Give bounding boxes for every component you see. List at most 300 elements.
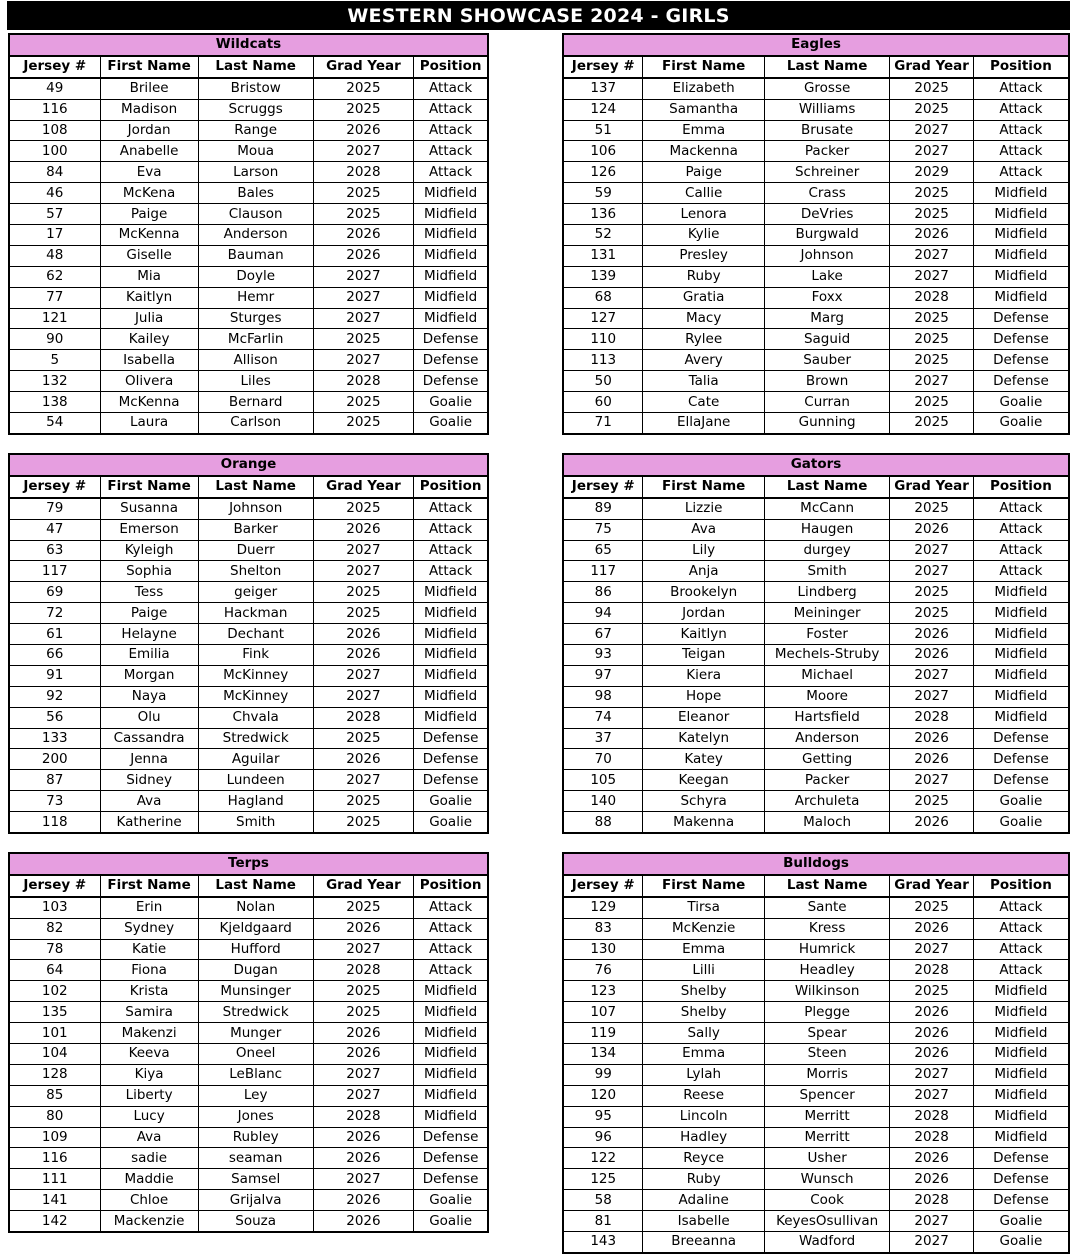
table-cell: Goalie <box>973 1211 1069 1232</box>
table-cell: Midfield <box>414 645 488 666</box>
table-cell: Midfield <box>973 665 1069 686</box>
table-cell: 2025 <box>313 329 414 350</box>
table-cell: 2026 <box>890 1169 973 1190</box>
table-cell: Lenora <box>643 204 764 225</box>
table-row <box>9 1106 488 1127</box>
table-cell: 74 <box>563 707 643 728</box>
table-cell: Midfield <box>414 603 488 624</box>
table-row <box>9 350 488 371</box>
table-cell: 2026 <box>890 645 973 666</box>
table-cell: 2028 <box>313 1106 414 1127</box>
table-row <box>9 1064 488 1085</box>
table-row <box>9 204 488 225</box>
table-cell: 2025 <box>890 329 973 350</box>
table-cell: Paige <box>100 204 198 225</box>
table-cell: 2027 <box>313 1085 414 1106</box>
column-header: Grad Year <box>313 476 414 498</box>
table-cell: Haugen <box>764 519 889 540</box>
table-cell: 132 <box>9 371 100 392</box>
table-cell: 2025 <box>890 413 973 434</box>
table-cell: Bales <box>198 183 313 204</box>
table-cell: Goalie <box>973 1232 1069 1253</box>
table-row <box>9 371 488 392</box>
table-cell: DeVries <box>764 204 889 225</box>
table-cell: Attack <box>973 519 1069 540</box>
team-table-eagles <box>562 33 1070 435</box>
table-cell: Allison <box>198 350 313 371</box>
table-cell: 57 <box>9 204 100 225</box>
table-cell: Defense <box>973 350 1069 371</box>
table-cell: Lily <box>643 540 764 561</box>
table-cell: 84 <box>9 162 100 183</box>
table-cell: 89 <box>563 498 643 519</box>
table-cell: 98 <box>563 686 643 707</box>
table-cell: Goalie <box>414 413 488 434</box>
table-row <box>9 120 488 141</box>
table-cell: 121 <box>9 308 100 329</box>
table-cell: Midfield <box>973 245 1069 266</box>
table-cell: 2026 <box>890 1023 973 1044</box>
table-cell: 125 <box>563 1169 643 1190</box>
table-cell: 2027 <box>890 1085 973 1106</box>
table-cell: Midfield <box>973 645 1069 666</box>
table-row <box>9 245 488 266</box>
table-cell: Bernard <box>198 392 313 413</box>
table-cell: 119 <box>563 1023 643 1044</box>
table-cell: Helayne <box>100 624 198 645</box>
table-cell: Teigan <box>643 645 764 666</box>
table-cell: Gunning <box>764 413 889 434</box>
table-row <box>9 707 488 728</box>
table-cell: Brusate <box>764 120 889 141</box>
table-cell: Range <box>198 120 313 141</box>
table-cell: Ava <box>100 791 198 812</box>
roster-table <box>8 33 489 435</box>
table-cell: Laura <box>100 413 198 434</box>
table-row <box>9 498 488 519</box>
table-cell: Tirsa <box>643 897 764 918</box>
table-row <box>9 582 488 603</box>
table-cell: 2028 <box>313 162 414 183</box>
table-row <box>563 266 1069 287</box>
table-row <box>9 1044 488 1065</box>
table-cell: 70 <box>563 749 643 770</box>
table-cell: Callie <box>643 183 764 204</box>
table-cell: 2027 <box>890 540 973 561</box>
table-cell: 124 <box>563 99 643 120</box>
table-cell: Susanna <box>100 498 198 519</box>
table-cell: 135 <box>9 1002 100 1023</box>
table-cell: 105 <box>563 770 643 791</box>
table-cell: Defense <box>973 1169 1069 1190</box>
table-cell: 200 <box>9 749 100 770</box>
table-cell: 71 <box>563 413 643 434</box>
table-cell: 2026 <box>313 1148 414 1169</box>
table-cell: Brilee <box>100 78 198 99</box>
table-cell: 60 <box>563 392 643 413</box>
table-cell: Nolan <box>198 897 313 918</box>
table-cell: geiger <box>198 582 313 603</box>
table-row <box>563 287 1069 308</box>
table-row <box>563 204 1069 225</box>
table-cell: Samira <box>100 1002 198 1023</box>
table-cell: durgey <box>764 540 889 561</box>
table-cell: McFarlin <box>198 329 313 350</box>
table-cell: Fink <box>198 645 313 666</box>
table-cell: 2027 <box>890 939 973 960</box>
table-row <box>563 749 1069 770</box>
team-name: Wildcats <box>9 34 488 56</box>
table-row <box>9 225 488 246</box>
table-cell: 2025 <box>313 392 414 413</box>
table-cell: 116 <box>9 99 100 120</box>
table-cell: 2025 <box>890 981 973 1002</box>
table-cell: 87 <box>9 770 100 791</box>
table-row <box>563 308 1069 329</box>
table-cell: Shelton <box>198 561 313 582</box>
table-cell: Midfield <box>414 245 488 266</box>
column-header: First Name <box>100 476 198 498</box>
table-row <box>9 686 488 707</box>
table-cell: 81 <box>563 1211 643 1232</box>
table-cell: 130 <box>563 939 643 960</box>
table-row <box>563 624 1069 645</box>
table-cell: Paige <box>100 603 198 624</box>
table-cell: 2027 <box>890 1064 973 1085</box>
team-table-gators <box>562 453 1070 834</box>
table-cell: Defense <box>414 371 488 392</box>
table-cell: 97 <box>563 665 643 686</box>
table-cell: 2027 <box>313 287 414 308</box>
table-cell: 117 <box>563 561 643 582</box>
table-row <box>9 141 488 162</box>
table-row <box>563 1044 1069 1065</box>
table-cell: 2027 <box>313 686 414 707</box>
table-cell: Midfield <box>973 1002 1069 1023</box>
table-cell: Foster <box>764 624 889 645</box>
table-cell: 2026 <box>890 1044 973 1065</box>
table-cell: McKinney <box>198 686 313 707</box>
table-cell: 111 <box>9 1169 100 1190</box>
table-row <box>9 99 488 120</box>
table-cell: Michael <box>764 665 889 686</box>
table-cell: Goalie <box>973 812 1069 833</box>
table-cell: Attack <box>973 918 1069 939</box>
column-header: Last Name <box>764 56 889 78</box>
table-cell: 2025 <box>313 413 414 434</box>
table-cell: 52 <box>563 225 643 246</box>
table-cell: Attack <box>414 519 488 540</box>
table-cell: 2026 <box>313 1190 414 1211</box>
column-header: Last Name <box>764 476 889 498</box>
table-cell: Defense <box>414 329 488 350</box>
table-cell: 126 <box>563 162 643 183</box>
table-cell: 120 <box>563 1085 643 1106</box>
table-cell: Lizzie <box>643 498 764 519</box>
table-cell: Meininger <box>764 603 889 624</box>
table-cell: seaman <box>198 1148 313 1169</box>
table-cell: 2025 <box>890 603 973 624</box>
roster-table <box>562 453 1070 834</box>
table-cell: 133 <box>9 728 100 749</box>
table-cell: Cate <box>643 392 764 413</box>
table-cell: Plegge <box>764 1002 889 1023</box>
table-cell: Kiya <box>100 1064 198 1085</box>
table-cell: 51 <box>563 120 643 141</box>
table-cell: Lilli <box>643 960 764 981</box>
table-row <box>9 624 488 645</box>
table-cell: Breeanna <box>643 1232 764 1253</box>
table-cell: 83 <box>563 918 643 939</box>
table-cell: 2028 <box>313 371 414 392</box>
table-cell: Munsinger <box>198 981 313 1002</box>
table-cell: Midfield <box>973 582 1069 603</box>
table-cell: Olivera <box>100 371 198 392</box>
table-cell: 2027 <box>313 939 414 960</box>
column-header: Jersey # <box>563 56 643 78</box>
table-cell: 107 <box>563 1002 643 1023</box>
table-cell: 48 <box>9 245 100 266</box>
table-cell: 2026 <box>890 1148 973 1169</box>
roster-table <box>8 453 489 834</box>
table-cell: Foxx <box>764 287 889 308</box>
table-cell: Spear <box>764 1023 889 1044</box>
column-header: Grad Year <box>313 875 414 897</box>
table-cell: Carlson <box>198 413 313 434</box>
table-row <box>9 413 488 434</box>
table-row <box>9 308 488 329</box>
table-cell: 2027 <box>890 141 973 162</box>
table-cell: Katie <box>100 939 198 960</box>
table-row <box>9 812 488 833</box>
table-cell: Defense <box>414 770 488 791</box>
table-cell: 128 <box>9 1064 100 1085</box>
table-cell: 90 <box>9 329 100 350</box>
table-cell: Kaitlyn <box>643 624 764 645</box>
table-cell: Anderson <box>198 225 313 246</box>
table-row <box>563 1232 1069 1253</box>
column-header: Jersey # <box>563 875 643 897</box>
table-cell: Goalie <box>414 1211 488 1232</box>
table-cell: Defense <box>973 1148 1069 1169</box>
column-header: First Name <box>643 875 764 897</box>
table-cell: Shelby <box>643 981 764 1002</box>
table-cell: Merritt <box>764 1127 889 1148</box>
table-cell: 65 <box>563 540 643 561</box>
table-cell: 17 <box>9 225 100 246</box>
table-cell: Samantha <box>643 99 764 120</box>
table-cell: Midfield <box>973 1085 1069 1106</box>
table-cell: Sally <box>643 1023 764 1044</box>
table-cell: 2027 <box>313 350 414 371</box>
table-row <box>9 561 488 582</box>
table-cell: 99 <box>563 1064 643 1085</box>
table-cell: 143 <box>563 1232 643 1253</box>
column-header: Last Name <box>198 875 313 897</box>
team-name: Gators <box>563 454 1069 476</box>
table-cell: Liles <box>198 371 313 392</box>
table-cell: 2026 <box>313 918 414 939</box>
table-row <box>9 266 488 287</box>
table-cell: Johnson <box>764 245 889 266</box>
column-header: Position <box>973 56 1069 78</box>
table-cell: 2025 <box>313 897 414 918</box>
table-cell: Munger <box>198 1023 313 1044</box>
table-cell: Midfield <box>414 225 488 246</box>
table-cell: Midfield <box>973 1044 1069 1065</box>
table-cell: Kaitlyn <box>100 287 198 308</box>
table-row <box>563 1064 1069 1085</box>
table-cell: Anja <box>643 561 764 582</box>
table-cell: 59 <box>563 183 643 204</box>
table-cell: Attack <box>973 78 1069 99</box>
table-cell: Bauman <box>198 245 313 266</box>
table-cell: Krista <box>100 981 198 1002</box>
table-cell: 117 <box>9 561 100 582</box>
table-cell: Larson <box>198 162 313 183</box>
table-cell: 2026 <box>313 1044 414 1065</box>
table-row <box>563 1106 1069 1127</box>
table-row <box>563 1169 1069 1190</box>
table-cell: Goalie <box>973 791 1069 812</box>
table-cell: McKena <box>100 183 198 204</box>
table-cell: Midfield <box>414 665 488 686</box>
table-cell: 2025 <box>890 582 973 603</box>
team-table-wildcats <box>8 33 489 435</box>
table-cell: Stredwick <box>198 728 313 749</box>
table-cell: 64 <box>9 960 100 981</box>
table-row <box>9 1148 488 1169</box>
table-cell: Oneel <box>198 1044 313 1065</box>
table-row <box>9 519 488 540</box>
table-cell: 66 <box>9 645 100 666</box>
table-row <box>563 1023 1069 1044</box>
table-cell: Kjeldgaard <box>198 918 313 939</box>
table-row <box>9 1002 488 1023</box>
table-cell: 2025 <box>313 183 414 204</box>
table-cell: Spencer <box>764 1085 889 1106</box>
table-cell: 2025 <box>313 78 414 99</box>
table-cell: Attack <box>414 162 488 183</box>
table-cell: Defense <box>973 308 1069 329</box>
table-cell: 2025 <box>313 981 414 1002</box>
column-header: Position <box>973 476 1069 498</box>
table-cell: 86 <box>563 582 643 603</box>
table-cell: Curran <box>764 392 889 413</box>
table-cell: 106 <box>563 141 643 162</box>
table-cell: 2026 <box>313 245 414 266</box>
table-cell: 2025 <box>313 204 414 225</box>
table-cell: 2025 <box>890 308 973 329</box>
table-cell: 2027 <box>890 1211 973 1232</box>
table-row <box>563 728 1069 749</box>
table-cell: 2027 <box>890 245 973 266</box>
table-cell: 2025 <box>313 99 414 120</box>
table-cell: Ruby <box>643 266 764 287</box>
table-cell: 58 <box>563 1190 643 1211</box>
table-cell: Attack <box>414 99 488 120</box>
table-cell: Wunsch <box>764 1169 889 1190</box>
table-cell: 75 <box>563 519 643 540</box>
table-cell: 2025 <box>313 791 414 812</box>
table-cell: Midfield <box>973 1127 1069 1148</box>
table-cell: 2026 <box>313 1127 414 1148</box>
table-cell: 137 <box>563 78 643 99</box>
table-cell: Katherine <box>100 812 198 833</box>
table-row <box>9 392 488 413</box>
table-cell: Humrick <box>764 939 889 960</box>
table-cell: Midfield <box>973 1023 1069 1044</box>
table-cell: Packer <box>764 770 889 791</box>
table-cell: Eleanor <box>643 707 764 728</box>
table-cell: Cassandra <box>100 728 198 749</box>
table-cell: 2028 <box>313 960 414 981</box>
table-cell: Adaline <box>643 1190 764 1211</box>
table-cell: 94 <box>563 603 643 624</box>
table-cell: 2028 <box>890 1127 973 1148</box>
table-cell: Sidney <box>100 770 198 791</box>
table-cell: Samsel <box>198 1169 313 1190</box>
table-cell: Sauber <box>764 350 889 371</box>
table-cell: Midfield <box>414 981 488 1002</box>
table-cell: Attack <box>414 960 488 981</box>
table-cell: Goalie <box>414 392 488 413</box>
table-cell: 56 <box>9 707 100 728</box>
table-cell: Defense <box>414 728 488 749</box>
roster-table <box>8 852 489 1233</box>
table-cell: Saguid <box>764 329 889 350</box>
table-cell: 131 <box>563 245 643 266</box>
table-row <box>563 665 1069 686</box>
table-row <box>563 120 1069 141</box>
column-header: Jersey # <box>563 476 643 498</box>
table-cell: Lincoln <box>643 1106 764 1127</box>
table-cell: Lundeen <box>198 770 313 791</box>
table-cell: 2025 <box>890 183 973 204</box>
table-cell: Brown <box>764 371 889 392</box>
table-cell: Hufford <box>198 939 313 960</box>
table-cell: Sante <box>764 897 889 918</box>
table-cell: 100 <box>9 141 100 162</box>
table-cell: Attack <box>973 498 1069 519</box>
table-cell: 2026 <box>313 1211 414 1232</box>
table-cell: 2027 <box>890 561 973 582</box>
table-cell: Barker <box>198 519 313 540</box>
table-cell: Rubley <box>198 1127 313 1148</box>
table-row <box>9 749 488 770</box>
table-cell: Midfield <box>414 582 488 603</box>
table-cell: Packer <box>764 141 889 162</box>
table-cell: Attack <box>414 120 488 141</box>
table-row <box>9 791 488 812</box>
table-cell: Midfield <box>973 287 1069 308</box>
table-cell: Emma <box>643 939 764 960</box>
table-cell: 116 <box>9 1148 100 1169</box>
table-row <box>563 686 1069 707</box>
table-cell: Souza <box>198 1211 313 1232</box>
table-cell: Cook <box>764 1190 889 1211</box>
table-row <box>9 1211 488 1232</box>
table-cell: 139 <box>563 266 643 287</box>
table-row <box>563 918 1069 939</box>
table-row <box>563 141 1069 162</box>
table-cell: 77 <box>9 287 100 308</box>
table-cell: Usher <box>764 1148 889 1169</box>
table-cell: 2027 <box>890 120 973 141</box>
table-row <box>563 183 1069 204</box>
table-cell: Midfield <box>973 707 1069 728</box>
table-cell: 127 <box>563 308 643 329</box>
